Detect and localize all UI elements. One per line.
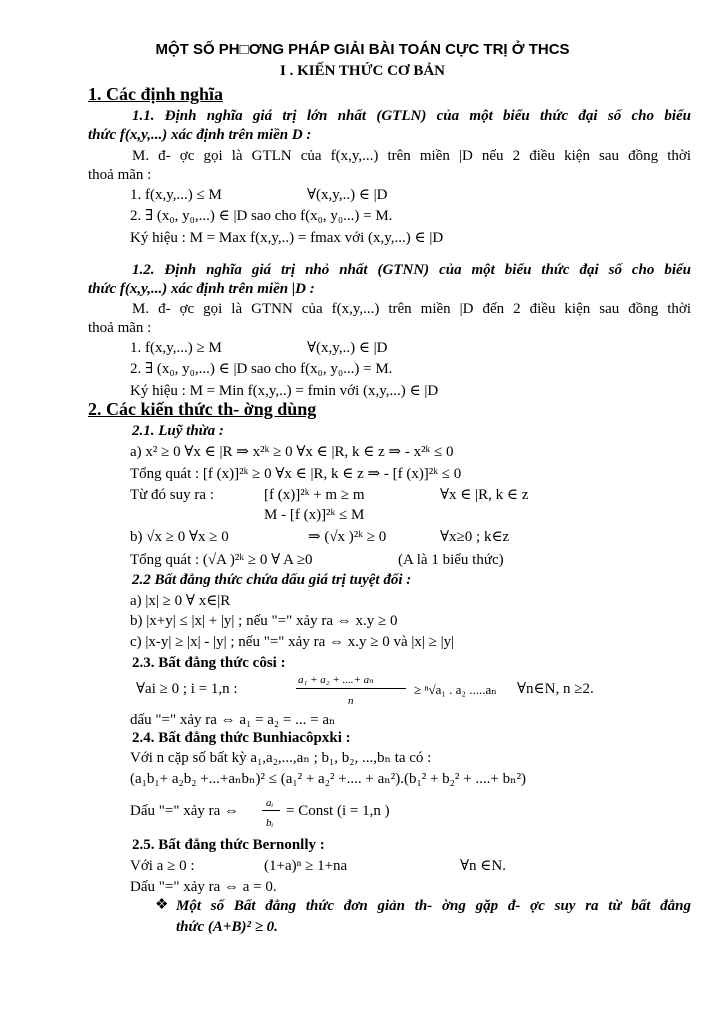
- heading-definitions: 1. Các định nghĩa: [88, 84, 224, 104]
- sub-2-5-title: 2.5. Bất đẳng thức Bernonlly :: [132, 837, 325, 853]
- sub-2-3-n-cond: ∀n∈N, n ≥2.: [517, 681, 594, 697]
- sub-2-1-deduce-2: M - [f (x)]²ᵏ ≤ M: [264, 507, 365, 523]
- sub-2-3-title: 2.3. Bất đẳng thức côsi :: [132, 655, 286, 671]
- sub-2-4-a: Với n cặp số bất kỳ a₁,a₂,...,aₙ ; b₁, b₂, ...,bₙ ta có :: [130, 750, 432, 766]
- sub-2-3-equality: dấu "=" xảy ra ⇔ a₁ = a₂ = ... = aₙ: [130, 712, 336, 728]
- sub-2-5-a: Với a ≥ 0 :: [130, 858, 195, 874]
- def-1-2-cond1-domain: ∀(x,y,..) ∈ |D: [307, 340, 388, 356]
- sub-2-1-deduce-domain: ∀x ∈ |R, k ∈ z: [440, 487, 529, 503]
- sub-2-4-equality-label: Dấu "=" xảy ra ⇔: [130, 803, 240, 819]
- sub-2-4-title: 2.4. Bất đẳng thức Bunhiacôpxki :: [132, 730, 351, 746]
- def-1-1-cond1: 1. f(x,y,...) ≤ M: [130, 187, 222, 203]
- sub-2-5-a-domain: ∀n ∈N.: [460, 858, 506, 874]
- sub-2-4-b: (a₁b₁+ a₂b₂ +...+aₙbₙ)² ≤ (a₁² + a₂² +.... + aₙ²).(b₁² + b₂² + ....+ bₙ²): [130, 771, 527, 787]
- sub-2-1-deduce-label: Từ đó suy ra :: [130, 487, 214, 503]
- bullet-line2: thức (A+B)² ≥ 0.: [176, 919, 278, 935]
- def-1-1-text2: thoả mãn :: [88, 167, 152, 183]
- diamond-bullet-icon: ❖: [155, 897, 169, 913]
- sub-2-5-a-ineq: (1+a)ⁿ ≥ 1+na: [264, 858, 348, 874]
- def-1-2-cond1: 1. f(x,y,...) ≥ M: [130, 340, 222, 356]
- def-1-1-symbol: Ký hiệu : M = Max f(x,y,..) = fmax với (x,y,...) ∈ |D: [130, 230, 444, 246]
- sub-2-3-rhs: ≥ ⁿ√a₁ . a₂ .....aₙ: [414, 682, 497, 697]
- def-1-1-text1: M. đ- ợc gọi là GTLN của f(x,y,...) trên miền |D nếu 2 điều kiện sau đồng thời: [132, 148, 691, 164]
- sub-2-1-b-implies: ⇒ (√x )²ᵏ ≥ 0: [308, 529, 387, 545]
- bullet-line1: Một số Bất đẳng thức đơn giản th- ờng gặp đ- ợc suy ra từ bất đẳng: [176, 898, 691, 914]
- section-title: I . KIẾN THỨC CƠ BẢN: [279, 63, 446, 79]
- sub-2-2-c: c) |x-y| ≥ |x| - |y| ; nếu "=" xảy ra ⇔ x.y ≥ 0 và |x| ≥ |y|: [130, 634, 455, 650]
- def-1-1-line2: thức f(x,y,...) xác định trên miền D :: [88, 127, 312, 143]
- sub-2-3-condition: ∀ai ≥ 0 ; i = 1,n :: [136, 681, 238, 697]
- def-1-1-line1: 1.1. Định nghĩa giá trị lớn nhất (GTLN) của một biểu thức đại số cho biểu: [132, 108, 691, 124]
- def-1-2-line1: 1.2. Định nghĩa giá trị nhỏ nhất (GTNN) của một biểu thức đại số cho biểu: [132, 262, 691, 278]
- sub-2-1-b-domain: ∀x≥0 ; k∈z: [440, 529, 510, 545]
- def-1-2-symbol: Ký hiệu : M = Min f(x,y,..) = fmin với (x,y,...) ∈ |D: [130, 383, 439, 399]
- sub-2-4-denominator: bᵢ: [266, 817, 274, 829]
- def-1-2-line2: thức f(x,y,...) xác định trên miền |D :: [88, 281, 315, 297]
- sub-2-1-general-2: Tổng quát : (√A )²ᵏ ≥ 0 ∀ A ≥0: [130, 552, 313, 568]
- sub-2-1-title: 2.1. Luỹ thừa :: [132, 423, 224, 439]
- page-title: MỘT SỐ PH□ƠNG PHÁP GIẢI BÀI TOÁN CỰC TRỊ Ở THCS: [155, 41, 570, 58]
- def-1-1-cond2: 2. ∃ (x₀, y₀,...) ∈ |D sao cho f(x₀, y₀...) = M.: [130, 208, 393, 224]
- sub-2-2-title: 2.2 Bất đẳng thức chứa dấu giá trị tuyệt đối :: [132, 572, 412, 588]
- sub-2-1-general-2-note: (A là 1 biểu thức): [398, 552, 504, 568]
- sub-2-1-deduce-1: [f (x)]²ᵏ + m ≥ m: [264, 487, 365, 503]
- sub-2-5-b: Dấu "=" xảy ra ⇔ a = 0.: [130, 879, 277, 895]
- sub-2-2-a: a) |x| ≥ 0 ∀ x∈|R: [130, 593, 231, 609]
- sub-2-4-fraction-bar: [262, 810, 280, 811]
- sub-2-1-b: b) √x ≥ 0 ∀x ≥ 0: [130, 529, 229, 545]
- def-1-2-cond2: 2. ∃ (x₀, y₀,...) ∈ |D sao cho f(x₀, y₀...) = M.: [130, 361, 393, 377]
- sub-2-3-fraction-bar: [296, 688, 406, 689]
- sub-2-3-numerator: a₁ + a₂ + ....+ aₙ: [298, 674, 374, 686]
- sub-2-3-denominator: n: [348, 695, 354, 707]
- sub-2-2-b: b) |x+y| ≤ |x| + |y| ; nếu "=" xảy ra ⇔ x.y ≥ 0: [130, 613, 398, 629]
- sub-2-4-equality-rhs: = Const (i = 1,n ): [286, 803, 390, 819]
- sub-2-4-numerator: aᵢ: [266, 797, 274, 809]
- def-1-2-text1: M. đ- ợc gọi là GTNN của f(x,y,...) trên miền |D đến 2 điều kiện sau đồng thời: [132, 301, 691, 317]
- heading-common-knowledge: 2. Các kiến thức th- ờng dùng: [88, 399, 317, 419]
- sub-2-1-a: a) x² ≥ 0 ∀x ∈ |R ⇒ x²ᵏ ≥ 0 ∀x ∈ |R, k ∈ z ⇒ - x²ᵏ ≤ 0: [130, 444, 454, 460]
- def-1-2-text2: thoả mãn :: [88, 320, 152, 336]
- sub-2-1-general: Tổng quát : [f (x)]²ᵏ ≥ 0 ∀x ∈ |R, k ∈ z ⇒ - [f (x)]²ᵏ ≤ 0: [130, 466, 462, 482]
- def-1-1-cond1-domain: ∀(x,y,..) ∈ |D: [307, 187, 388, 203]
